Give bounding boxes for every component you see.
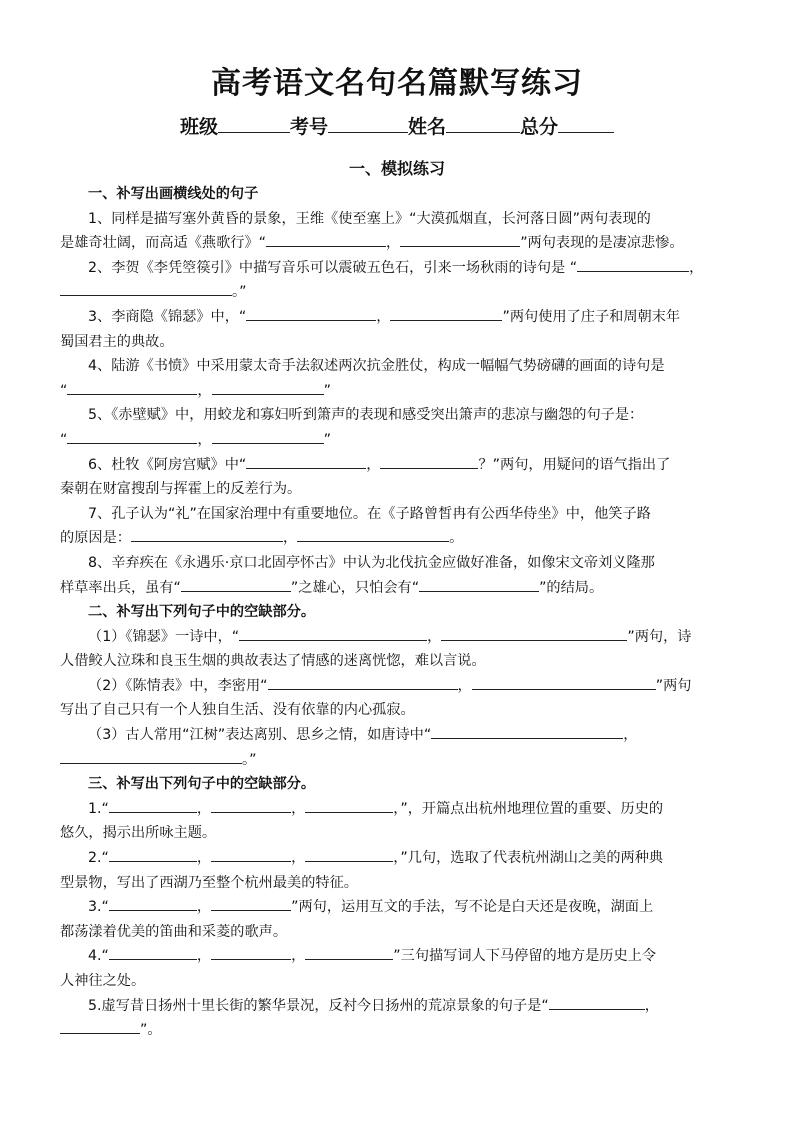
answer-blank[interactable] xyxy=(109,944,197,960)
section-title: 一、模拟练习 xyxy=(348,159,445,178)
part1-q3-line2: 蜀国君主的典故。 xyxy=(60,333,174,350)
answer-blank[interactable] xyxy=(305,944,393,960)
part1-q7-line1: 7、孔子认为“礼”在国家治理中有重要地位。在《子路曾皙冉有公西华侍坐》中，他笑子路 xyxy=(88,505,651,522)
part3-q2-line1: 2.“ ， ， ，”几句，选取了代表杭州湖山之美的两种典 xyxy=(60,846,740,871)
name-field[interactable] xyxy=(446,115,520,133)
answer-blank[interactable] xyxy=(211,846,291,862)
part2-heading: 二、补写出下列句子中的空缺部分。 xyxy=(88,604,316,621)
part1-q6-line1: 6、杜牧《阿房宫赋》中“ ， ？”两句，用疑问的语气指出了 xyxy=(60,453,740,478)
part1-q5-line1: 5、《赤壁赋》中，用蛟龙和寡妇听到箫声的表现和感受突出箫声的悲凉与幽怨的句子是： xyxy=(88,407,644,424)
part3-q2-line2: 型景物，写出了西湖乃至整个杭州最美的特征。 xyxy=(60,874,358,891)
part2-q1-line1: （1）《锦瑟》一诗中，“ ， ”两句，诗 xyxy=(60,625,740,650)
part1-q4-line1: 4、陆游《书愤》中采用蒙太奇手法叙述两次抗金胜仗，构成一幅幅气势磅礴的画面的诗句是 xyxy=(88,358,665,375)
part1-q3-line1: 3、李商隐《锦瑟》中，“ ， ”两句使用了庄子和周朝末年 xyxy=(60,305,740,330)
exam-no-label: 考号 xyxy=(289,116,328,138)
answer-blank[interactable] xyxy=(67,428,197,444)
answer-blank[interactable] xyxy=(212,428,324,444)
answer-blank[interactable] xyxy=(390,305,502,321)
part1-q7-line2: 的原因是： ， 。 xyxy=(60,526,740,551)
exam-no-field[interactable] xyxy=(328,115,408,133)
answer-blank[interactable] xyxy=(297,526,449,542)
answer-blank[interactable] xyxy=(60,1018,140,1034)
part1-q8-line2: 样草率出兵，虽有“ ”之雄心，只怕会有“ ”的结局。 xyxy=(60,576,740,601)
part2-q3-line2: 。” xyxy=(60,748,740,773)
part3-q3-line1: 3.“ ， ”两句，运用互文的手法，写不论是白天还是夜晚，湖面上 xyxy=(60,895,740,920)
answer-blank[interactable] xyxy=(577,256,689,272)
answer-blank[interactable] xyxy=(380,453,478,469)
part3-q5-line1: 5.虚写昔日扬州十里长街的繁华景况，反衬今日扬州的荒凉景象的句子是“ ， xyxy=(60,994,740,1019)
answer-blank[interactable] xyxy=(441,625,627,641)
answer-blank[interactable] xyxy=(239,625,427,641)
answer-blank[interactable] xyxy=(109,895,197,911)
exercise-content xyxy=(60,182,740,1043)
part2-q2-line2: 写出了自己只有一个人独自生活、没有依靠的内心孤寂。 xyxy=(60,702,415,719)
answer-blank[interactable] xyxy=(212,379,324,395)
answer-blank[interactable] xyxy=(67,379,197,395)
part1-q2-line2: 。” xyxy=(60,280,740,305)
answer-blank[interactable] xyxy=(211,895,291,911)
part1-q1-line1: 1、同样是描写塞外黄昏的景象，王维《使至塞上》“大漠孤烟直，长河落日圆”两句表现的 xyxy=(88,210,651,227)
answer-blank[interactable] xyxy=(549,994,645,1010)
part1-q6-line2: 秦朝在财富搜刮与挥霍上的反差行为。 xyxy=(60,481,302,498)
score-field[interactable] xyxy=(558,115,614,133)
answer-blank[interactable] xyxy=(60,748,242,764)
answer-blank[interactable] xyxy=(419,576,539,592)
part1-heading: 一、补写出画横线处的句子 xyxy=(88,186,259,202)
part1-q4-line2: “ ， ” xyxy=(60,379,740,404)
student-info-line xyxy=(0,112,794,139)
answer-blank[interactable] xyxy=(266,231,386,247)
part3-q3-line2: 都荡漾着优美的笛曲和采菱的歌声。 xyxy=(60,923,288,940)
part3-q1-line2: 悠久，揭示出所咏主题。 xyxy=(60,825,217,842)
part2-q3-line1: （3）古人常用“江树”表达离别、思乡之情，如唐诗中“ ， xyxy=(60,723,740,748)
class-label: 班级 xyxy=(179,116,218,138)
part3-q5-line2: ”。 xyxy=(60,1018,740,1043)
answer-blank[interactable] xyxy=(109,797,197,813)
part3-q1-line1: 1.“ ， ， ，”，开篇点出杭州地理位置的重要、历史的 xyxy=(60,797,740,822)
answer-blank[interactable] xyxy=(268,674,458,690)
part2-q2-line1: （2）《陈情表》中，李密用“ ， ”两句 xyxy=(60,674,740,699)
part1-q1-line2: 是雄奇壮阔，而高适《燕歌行》“ ， ”两句表现的是凄凉悲惨。 xyxy=(60,231,740,256)
answer-blank[interactable] xyxy=(246,453,366,469)
score-label: 总分 xyxy=(520,116,559,138)
page-title: 高考语文名句名篇默写练习 xyxy=(211,66,583,101)
answer-blank[interactable] xyxy=(246,305,376,321)
answer-blank[interactable] xyxy=(472,674,656,690)
answer-blank[interactable] xyxy=(211,944,291,960)
answer-blank[interactable] xyxy=(305,797,393,813)
answer-blank[interactable] xyxy=(431,723,623,739)
answer-blank[interactable] xyxy=(211,797,291,813)
part3-heading: 三、补写出下列句子中的空缺部分。 xyxy=(88,776,316,793)
answer-blank[interactable] xyxy=(60,280,232,296)
part3-q4-line1: 4.“ ， ， ”三句描写词人下马停留的地方是历史上令 xyxy=(60,944,740,969)
answer-blank[interactable] xyxy=(181,576,291,592)
answer-blank[interactable] xyxy=(131,526,283,542)
part1-q5-line2: “ ， ” xyxy=(60,428,740,453)
class-field[interactable] xyxy=(218,115,290,133)
answer-blank[interactable] xyxy=(400,231,520,247)
part1-q8-line1: 8、辛弃疾在《永遇乐·京口北固亭怀古》中认为北伐抗金应做好准备，如像宋文帝刘义隆那 xyxy=(88,554,655,571)
part3-q4-line2: 人神往之处。 xyxy=(60,973,146,989)
answer-blank[interactable] xyxy=(109,846,197,862)
answer-blank[interactable] xyxy=(305,846,393,862)
part1-q2-line1: 2、李贺《李凭箜篌引》中描写音乐可以震破五色石，引来一场秋雨的诗句是 “ ， xyxy=(60,256,740,281)
part2-q1-line2: 人借鲛人泣珠和良玉生烟的典故表达了情感的迷离恍惚，难以言说。 xyxy=(60,653,486,670)
name-label: 姓名 xyxy=(408,116,447,138)
